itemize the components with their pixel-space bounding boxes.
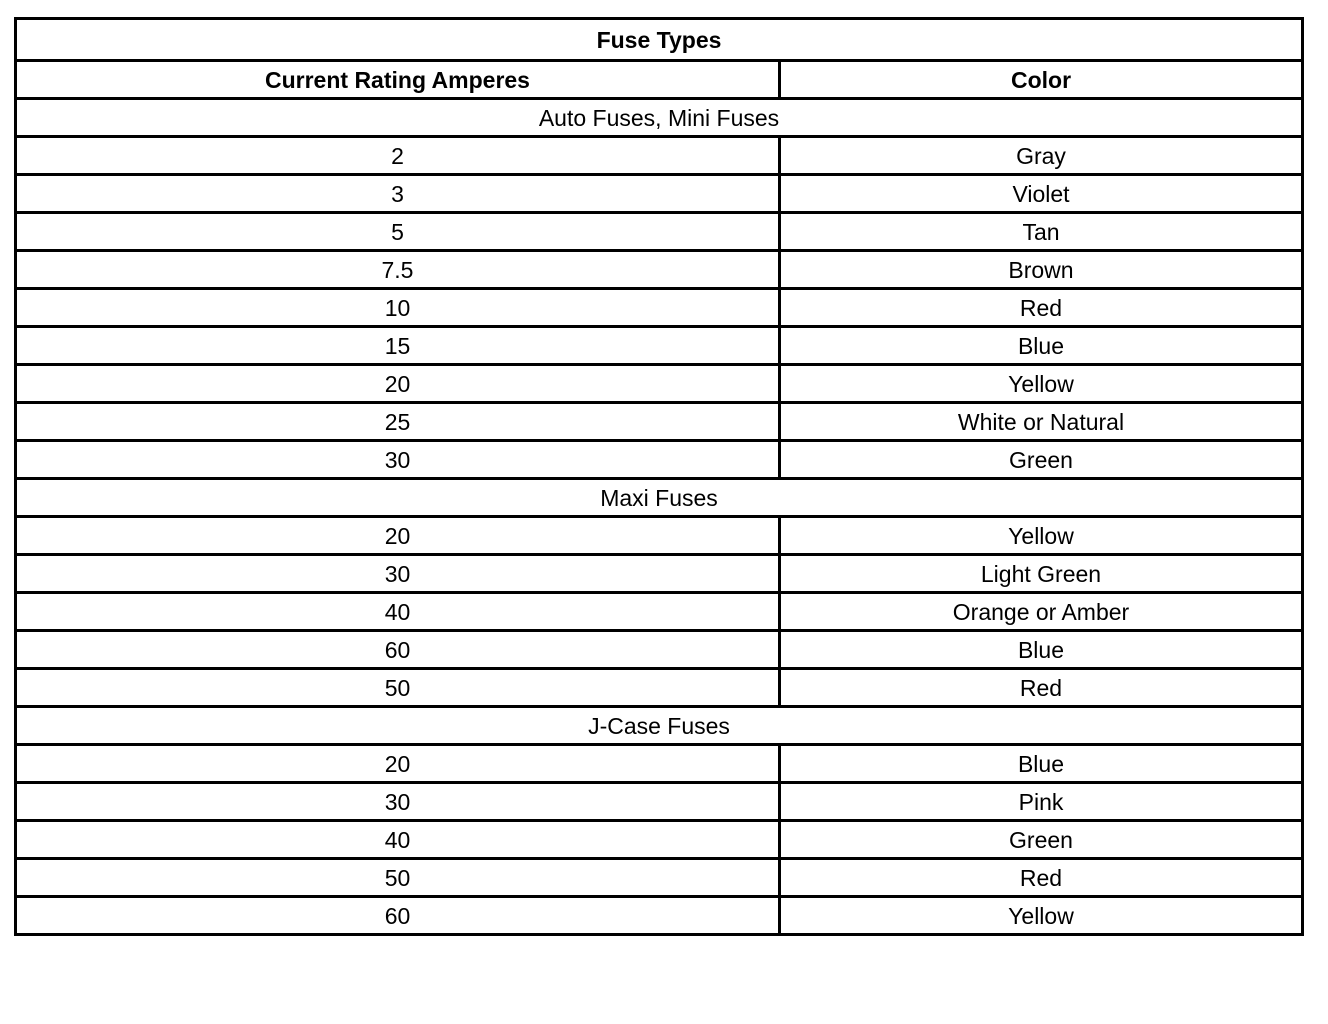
rating-cell: 50 [16,859,780,897]
table-row [16,745,1303,783]
color-cell: Yellow [780,365,1303,403]
table-row [16,593,1303,631]
color-cell: Green [780,441,1303,479]
color-cell: Violet [780,175,1303,213]
rating-cell: 30 [16,441,780,479]
header-current-rating: Current Rating Amperes [16,61,780,99]
color-cell: Yellow [780,897,1303,935]
table-row [16,213,1303,251]
color-cell: Tan [780,213,1303,251]
rating-cell: 20 [16,365,780,403]
rating-cell: 15 [16,327,780,365]
rating-cell: 10 [16,289,780,327]
color-cell: Red [780,289,1303,327]
rating-cell: 40 [16,593,780,631]
rating-cell: 40 [16,821,780,859]
color-cell: Blue [780,327,1303,365]
color-cell: White or Natural [780,403,1303,441]
table-row [16,783,1303,821]
table-row [16,859,1303,897]
color-cell: Blue [780,745,1303,783]
color-cell: Yellow [780,517,1303,555]
color-cell: Light Green [780,555,1303,593]
rating-cell: 60 [16,631,780,669]
table-row [16,175,1303,213]
group-row [16,479,1303,517]
table-row [16,251,1303,289]
table-row [16,517,1303,555]
table-title: Fuse Types [16,19,1303,61]
rating-cell: 50 [16,669,780,707]
rating-cell: 30 [16,555,780,593]
table-row [16,365,1303,403]
table-row [16,821,1303,859]
color-cell: Red [780,859,1303,897]
group-row [16,99,1303,137]
rating-cell: 2 [16,137,780,175]
table-row [16,669,1303,707]
table-row [16,631,1303,669]
color-cell: Brown [780,251,1303,289]
fuse-types-table [14,17,1304,936]
color-cell: Gray [780,137,1303,175]
rating-cell: 25 [16,403,780,441]
table-title-row [16,19,1303,61]
rating-cell: 20 [16,517,780,555]
table-row [16,327,1303,365]
table-row [16,403,1303,441]
rating-cell: 7.5 [16,251,780,289]
fuse-table-body [16,19,1303,935]
color-cell: Orange or Amber [780,593,1303,631]
color-cell: Red [780,669,1303,707]
rating-cell: 60 [16,897,780,935]
rating-cell: 3 [16,175,780,213]
header-color: Color [780,61,1303,99]
color-cell: Pink [780,783,1303,821]
color-cell: Green [780,821,1303,859]
group-name: J-Case Fuses [16,707,1303,745]
table-row [16,441,1303,479]
group-name: Auto Fuses, Mini Fuses [16,99,1303,137]
group-name: Maxi Fuses [16,479,1303,517]
table-row [16,897,1303,935]
color-cell: Blue [780,631,1303,669]
table-row [16,289,1303,327]
group-row [16,707,1303,745]
table-row [16,555,1303,593]
rating-cell: 20 [16,745,780,783]
rating-cell: 30 [16,783,780,821]
table-row [16,137,1303,175]
table-header-row [16,61,1303,99]
rating-cell: 5 [16,213,780,251]
